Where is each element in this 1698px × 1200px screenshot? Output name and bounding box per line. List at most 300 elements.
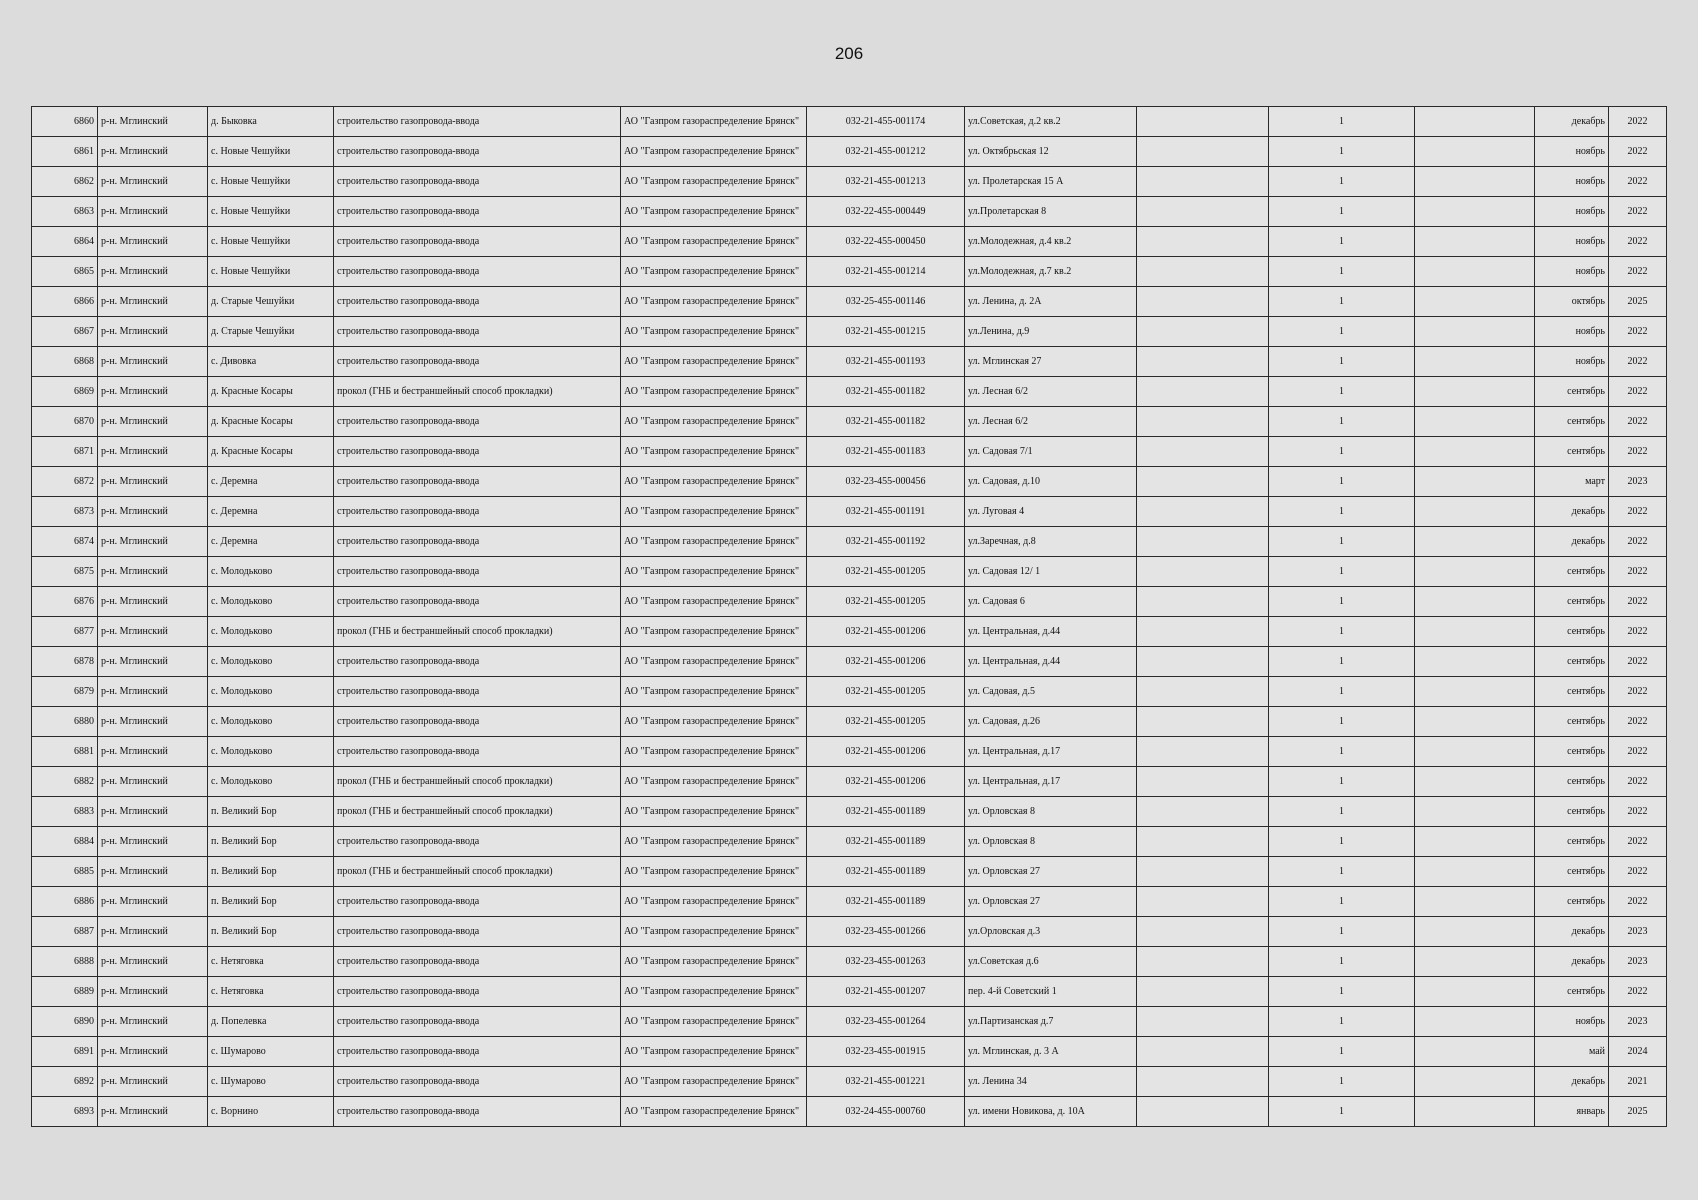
year-cell: 2022 (1609, 857, 1667, 887)
address-cell: ул.Пролетарская 8 (965, 197, 1137, 227)
object-code-cell: 032-22-455-000449 (807, 197, 965, 227)
empty-cell (1415, 617, 1535, 647)
month-cell: сентябрь (1535, 647, 1609, 677)
quantity-cell: 1 (1269, 797, 1415, 827)
table-row (32, 947, 1667, 977)
empty-cell (1415, 557, 1535, 587)
year-cell: 2022 (1609, 407, 1667, 437)
month-cell: сентябрь (1535, 617, 1609, 647)
month-cell: сентябрь (1535, 407, 1609, 437)
organization-cell: АО "Газпром газораспределение Брянск" (621, 947, 807, 977)
month-cell: январь (1535, 1097, 1609, 1127)
month-cell: ноябрь (1535, 137, 1609, 167)
organization-cell: АО "Газпром газораспределение Брянск" (621, 647, 807, 677)
empty-cell (1137, 437, 1269, 467)
table-row (32, 467, 1667, 497)
district-cell: р-н. Мглинский (98, 227, 208, 257)
empty-cell (1137, 677, 1269, 707)
district-cell: р-н. Мглинский (98, 587, 208, 617)
district-cell: р-н. Мглинский (98, 497, 208, 527)
quantity-cell: 1 (1269, 707, 1415, 737)
year-cell: 2023 (1609, 467, 1667, 497)
organization-cell: АО "Газпром газораспределение Брянск" (621, 197, 807, 227)
address-cell: ул.Советская д.6 (965, 947, 1137, 977)
month-cell: ноябрь (1535, 227, 1609, 257)
settlement-cell: с. Новые Чешуйки (208, 137, 334, 167)
object-code-cell: 032-21-455-001212 (807, 137, 965, 167)
empty-cell (1415, 107, 1535, 137)
address-cell: ул. Пролетарская 15 А (965, 167, 1137, 197)
work-type-cell: строительство газопровода-ввода (334, 737, 621, 767)
settlement-cell: п. Великий Бор (208, 917, 334, 947)
row-number-cell: 6877 (32, 617, 98, 647)
empty-cell (1415, 467, 1535, 497)
object-code-cell: 032-21-455-001189 (807, 797, 965, 827)
district-cell: р-н. Мглинский (98, 347, 208, 377)
table-row (32, 257, 1667, 287)
settlement-cell: д. Попелевка (208, 1007, 334, 1037)
address-cell: ул.Советская, д.2 кв.2 (965, 107, 1137, 137)
quantity-cell: 1 (1269, 497, 1415, 527)
district-cell: р-н. Мглинский (98, 407, 208, 437)
empty-cell (1415, 197, 1535, 227)
work-type-cell: строительство газопровода-ввода (334, 227, 621, 257)
organization-cell: АО "Газпром газораспределение Брянск" (621, 437, 807, 467)
empty-cell (1137, 1097, 1269, 1127)
year-cell: 2022 (1609, 707, 1667, 737)
quantity-cell: 1 (1269, 857, 1415, 887)
table-row (32, 317, 1667, 347)
organization-cell: АО "Газпром газораспределение Брянск" (621, 797, 807, 827)
year-cell: 2022 (1609, 527, 1667, 557)
object-code-cell: 032-21-455-001206 (807, 737, 965, 767)
month-cell: сентябрь (1535, 827, 1609, 857)
empty-cell (1137, 257, 1269, 287)
empty-cell (1415, 677, 1535, 707)
row-number-cell: 6871 (32, 437, 98, 467)
table-row (32, 167, 1667, 197)
object-code-cell: 032-21-455-001192 (807, 527, 965, 557)
empty-cell (1137, 707, 1269, 737)
work-type-cell: строительство газопровода-ввода (334, 1097, 621, 1127)
table-row (32, 347, 1667, 377)
empty-cell (1137, 317, 1269, 347)
month-cell: сентябрь (1535, 437, 1609, 467)
quantity-cell: 1 (1269, 317, 1415, 347)
district-cell: р-н. Мглинский (98, 1097, 208, 1127)
table-row (32, 767, 1667, 797)
quantity-cell: 1 (1269, 227, 1415, 257)
object-code-cell: 032-21-455-001214 (807, 257, 965, 287)
empty-cell (1415, 647, 1535, 677)
address-cell: ул. Садовая, д.10 (965, 467, 1137, 497)
work-type-cell: строительство газопровода-ввода (334, 437, 621, 467)
quantity-cell: 1 (1269, 677, 1415, 707)
address-cell: ул. Центральная, д.44 (965, 617, 1137, 647)
address-cell: ул. Садовая, д.26 (965, 707, 1137, 737)
table-row (32, 227, 1667, 257)
row-number-cell: 6863 (32, 197, 98, 227)
year-cell: 2023 (1609, 947, 1667, 977)
table-row (32, 797, 1667, 827)
row-number-cell: 6883 (32, 797, 98, 827)
row-number-cell: 6887 (32, 917, 98, 947)
empty-cell (1137, 1037, 1269, 1067)
empty-cell (1137, 857, 1269, 887)
empty-cell (1415, 497, 1535, 527)
quantity-cell: 1 (1269, 407, 1415, 437)
quantity-cell: 1 (1269, 467, 1415, 497)
table-row (32, 1067, 1667, 1097)
settlement-cell: с. Молодьково (208, 737, 334, 767)
year-cell: 2022 (1609, 617, 1667, 647)
table-row (32, 197, 1667, 227)
empty-cell (1415, 827, 1535, 857)
address-cell: ул. Мглинская, д. 3 А (965, 1037, 1137, 1067)
month-cell: ноябрь (1535, 317, 1609, 347)
month-cell: декабрь (1535, 497, 1609, 527)
district-cell: р-н. Мглинский (98, 887, 208, 917)
object-code-cell: 032-23-455-001266 (807, 917, 965, 947)
organization-cell: АО "Газпром газораспределение Брянск" (621, 737, 807, 767)
page-number: 206 (834, 44, 864, 63)
empty-cell (1415, 1097, 1535, 1127)
settlement-cell: с. Ворнино (208, 1097, 334, 1127)
organization-cell: АО "Газпром газораспределение Брянск" (621, 767, 807, 797)
empty-cell (1137, 107, 1269, 137)
quantity-cell: 1 (1269, 617, 1415, 647)
empty-cell (1415, 797, 1535, 827)
object-code-cell: 032-21-455-001206 (807, 617, 965, 647)
organization-cell: АО "Газпром газораспределение Брянск" (621, 167, 807, 197)
empty-cell (1415, 587, 1535, 617)
empty-cell (1415, 167, 1535, 197)
work-type-cell: строительство газопровода-ввода (334, 677, 621, 707)
empty-cell (1137, 557, 1269, 587)
table-row (32, 107, 1667, 137)
month-cell: сентябрь (1535, 587, 1609, 617)
row-number-cell: 6876 (32, 587, 98, 617)
year-cell: 2022 (1609, 107, 1667, 137)
row-number-cell: 6874 (32, 527, 98, 557)
year-cell: 2022 (1609, 557, 1667, 587)
empty-cell (1415, 527, 1535, 557)
row-number-cell: 6867 (32, 317, 98, 347)
table-row (32, 737, 1667, 767)
month-cell: декабрь (1535, 1067, 1609, 1097)
row-number-cell: 6885 (32, 857, 98, 887)
empty-cell (1415, 437, 1535, 467)
settlement-cell: с. Молодьково (208, 647, 334, 677)
quantity-cell: 1 (1269, 647, 1415, 677)
empty-cell (1137, 497, 1269, 527)
year-cell: 2022 (1609, 347, 1667, 377)
object-code-cell: 032-21-455-001206 (807, 767, 965, 797)
object-code-cell: 032-21-455-001205 (807, 587, 965, 617)
address-cell: ул.Заречная, д.8 (965, 527, 1137, 557)
object-code-cell: 032-21-455-001215 (807, 317, 965, 347)
table-row (32, 377, 1667, 407)
empty-cell (1415, 737, 1535, 767)
settlement-cell: с. Молодьково (208, 557, 334, 587)
quantity-cell: 1 (1269, 527, 1415, 557)
empty-cell (1137, 197, 1269, 227)
row-number-cell: 6862 (32, 167, 98, 197)
organization-cell: АО "Газпром газораспределение Брянск" (621, 347, 807, 377)
object-code-cell: 032-21-455-001174 (807, 107, 965, 137)
row-number-cell: 6865 (32, 257, 98, 287)
settlement-cell: с. Нетяговка (208, 947, 334, 977)
year-cell: 2022 (1609, 797, 1667, 827)
empty-cell (1137, 977, 1269, 1007)
row-number-cell: 6870 (32, 407, 98, 437)
quantity-cell: 1 (1269, 587, 1415, 617)
year-cell: 2023 (1609, 917, 1667, 947)
quantity-cell: 1 (1269, 347, 1415, 377)
empty-cell (1415, 887, 1535, 917)
address-cell: ул. Луговая 4 (965, 497, 1137, 527)
organization-cell: АО "Газпром газораспределение Брянск" (621, 677, 807, 707)
month-cell: ноябрь (1535, 347, 1609, 377)
address-cell: ул. Садовая 12/ 1 (965, 557, 1137, 587)
district-cell: р-н. Мглинский (98, 647, 208, 677)
work-type-cell: строительство газопровода-ввода (334, 137, 621, 167)
row-number-cell: 6864 (32, 227, 98, 257)
year-cell: 2022 (1609, 197, 1667, 227)
organization-cell: АО "Газпром газораспределение Брянск" (621, 1007, 807, 1037)
month-cell: сентябрь (1535, 887, 1609, 917)
empty-cell (1137, 1067, 1269, 1097)
address-cell: ул. Орловская 27 (965, 857, 1137, 887)
address-cell: ул.Молодежная, д.4 кв.2 (965, 227, 1137, 257)
settlement-cell: с. Молодьково (208, 587, 334, 617)
settlement-cell: п. Великий Бор (208, 857, 334, 887)
work-type-cell: прокол (ГНБ и бестраншейный способ прокладки) (334, 617, 621, 647)
object-code-cell: 032-21-455-001205 (807, 707, 965, 737)
year-cell: 2022 (1609, 377, 1667, 407)
row-number-cell: 6890 (32, 1007, 98, 1037)
works-table (31, 106, 1667, 1127)
table-row (32, 437, 1667, 467)
table-row (32, 137, 1667, 167)
address-cell: ул. Центральная, д.44 (965, 647, 1137, 677)
quantity-cell: 1 (1269, 887, 1415, 917)
settlement-cell: с. Молодьково (208, 767, 334, 797)
empty-cell (1137, 287, 1269, 317)
object-code-cell: 032-24-455-000760 (807, 1097, 965, 1127)
object-code-cell: 032-22-455-000450 (807, 227, 965, 257)
settlement-cell: д. Старые Чешуйки (208, 317, 334, 347)
table-row (32, 857, 1667, 887)
table-row (32, 827, 1667, 857)
work-type-cell: строительство газопровода-ввода (334, 887, 621, 917)
organization-cell: АО "Газпром газораспределение Брянск" (621, 407, 807, 437)
row-number-cell: 6892 (32, 1067, 98, 1097)
year-cell: 2022 (1609, 437, 1667, 467)
quantity-cell: 1 (1269, 167, 1415, 197)
row-number-cell: 6880 (32, 707, 98, 737)
empty-cell (1137, 467, 1269, 497)
organization-cell: АО "Газпром газораспределение Брянск" (621, 977, 807, 1007)
district-cell: р-н. Мглинский (98, 317, 208, 347)
work-type-cell: строительство газопровода-ввода (334, 917, 621, 947)
month-cell: сентябрь (1535, 767, 1609, 797)
organization-cell: АО "Газпром газораспределение Брянск" (621, 137, 807, 167)
organization-cell: АО "Газпром газораспределение Брянск" (621, 527, 807, 557)
month-cell: сентябрь (1535, 797, 1609, 827)
work-type-cell: прокол (ГНБ и бестраншейный способ прокладки) (334, 857, 621, 887)
address-cell: ул. Лесная 6/2 (965, 407, 1137, 437)
district-cell: р-н. Мглинский (98, 257, 208, 287)
table-row (32, 977, 1667, 1007)
empty-cell (1137, 587, 1269, 617)
empty-cell (1137, 767, 1269, 797)
empty-cell (1415, 227, 1535, 257)
organization-cell: АО "Газпром газораспределение Брянск" (621, 707, 807, 737)
organization-cell: АО "Газпром газораспределение Брянск" (621, 917, 807, 947)
table-row (32, 1097, 1667, 1127)
organization-cell: АО "Газпром газораспределение Брянск" (621, 317, 807, 347)
district-cell: р-н. Мглинский (98, 197, 208, 227)
table-row (32, 587, 1667, 617)
empty-cell (1415, 137, 1535, 167)
organization-cell: АО "Газпром газораспределение Брянск" (621, 617, 807, 647)
table-row (32, 887, 1667, 917)
month-cell: декабрь (1535, 527, 1609, 557)
empty-cell (1137, 167, 1269, 197)
empty-cell (1137, 797, 1269, 827)
district-cell: р-н. Мглинский (98, 767, 208, 797)
month-cell: октябрь (1535, 287, 1609, 317)
work-type-cell: строительство газопровода-ввода (334, 1037, 621, 1067)
work-type-cell: прокол (ГНБ и бестраншейный способ прокладки) (334, 377, 621, 407)
object-code-cell: 032-21-455-001183 (807, 437, 965, 467)
district-cell: р-н. Мглинский (98, 677, 208, 707)
address-cell: ул. Орловская 8 (965, 797, 1137, 827)
object-code-cell: 032-21-455-001191 (807, 497, 965, 527)
quantity-cell: 1 (1269, 437, 1415, 467)
table-row (32, 677, 1667, 707)
work-type-cell: строительство газопровода-ввода (334, 647, 621, 677)
settlement-cell: п. Великий Бор (208, 797, 334, 827)
quantity-cell: 1 (1269, 137, 1415, 167)
district-cell: р-н. Мглинский (98, 557, 208, 587)
address-cell: пер. 4-й Советский 1 (965, 977, 1137, 1007)
work-type-cell: строительство газопровода-ввода (334, 977, 621, 1007)
table-row (32, 1037, 1667, 1067)
organization-cell: АО "Газпром газораспределение Брянск" (621, 887, 807, 917)
work-type-cell: строительство газопровода-ввода (334, 707, 621, 737)
organization-cell: АО "Газпром газораспределение Брянск" (621, 377, 807, 407)
month-cell: сентябрь (1535, 977, 1609, 1007)
table-row (32, 617, 1667, 647)
work-type-cell: строительство газопровода-ввода (334, 497, 621, 527)
settlement-cell: с. Дивовка (208, 347, 334, 377)
organization-cell: АО "Газпром газораспределение Брянск" (621, 857, 807, 887)
row-number-cell: 6860 (32, 107, 98, 137)
address-cell: ул. имени Новикова, д. 10А (965, 1097, 1137, 1127)
month-cell: ноябрь (1535, 197, 1609, 227)
quantity-cell: 1 (1269, 947, 1415, 977)
month-cell: сентябрь (1535, 677, 1609, 707)
empty-cell (1415, 857, 1535, 887)
row-number-cell: 6888 (32, 947, 98, 977)
address-cell: ул. Ленина 34 (965, 1067, 1137, 1097)
settlement-cell: с. Деремна (208, 467, 334, 497)
month-cell: сентябрь (1535, 737, 1609, 767)
district-cell: р-н. Мглинский (98, 617, 208, 647)
month-cell: сентябрь (1535, 557, 1609, 587)
empty-cell (1137, 137, 1269, 167)
empty-cell (1137, 917, 1269, 947)
row-number-cell: 6891 (32, 1037, 98, 1067)
settlement-cell: с. Шумарово (208, 1037, 334, 1067)
organization-cell: АО "Газпром газораспределение Брянск" (621, 497, 807, 527)
row-number-cell: 6873 (32, 497, 98, 527)
settlement-cell: с. Нетяговка (208, 977, 334, 1007)
row-number-cell: 6879 (32, 677, 98, 707)
quantity-cell: 1 (1269, 557, 1415, 587)
district-cell: р-н. Мглинский (98, 947, 208, 977)
year-cell: 2022 (1609, 497, 1667, 527)
settlement-cell: с. Новые Чешуйки (208, 167, 334, 197)
row-number-cell: 6869 (32, 377, 98, 407)
quantity-cell: 1 (1269, 1067, 1415, 1097)
empty-cell (1415, 317, 1535, 347)
settlement-cell: с. Деремна (208, 527, 334, 557)
empty-cell (1415, 917, 1535, 947)
address-cell: ул. Мглинская 27 (965, 347, 1137, 377)
district-cell: р-н. Мглинский (98, 797, 208, 827)
work-type-cell: строительство газопровода-ввода (334, 167, 621, 197)
district-cell: р-н. Мглинский (98, 167, 208, 197)
work-type-cell: строительство газопровода-ввода (334, 827, 621, 857)
district-cell: р-н. Мглинский (98, 467, 208, 497)
empty-cell (1137, 1007, 1269, 1037)
month-cell: ноябрь (1535, 257, 1609, 287)
empty-cell (1415, 287, 1535, 317)
district-cell: р-н. Мглинский (98, 527, 208, 557)
address-cell: ул. Орловская 27 (965, 887, 1137, 917)
table-row (32, 647, 1667, 677)
empty-cell (1137, 407, 1269, 437)
row-number-cell: 6886 (32, 887, 98, 917)
address-cell: ул.Молодежная, д.7 кв.2 (965, 257, 1137, 287)
district-cell: р-н. Мглинский (98, 1037, 208, 1067)
row-number-cell: 6872 (32, 467, 98, 497)
address-cell: ул. Ленина, д. 2А (965, 287, 1137, 317)
row-number-cell: 6881 (32, 737, 98, 767)
quantity-cell: 1 (1269, 827, 1415, 857)
settlement-cell: п. Великий Бор (208, 887, 334, 917)
row-number-cell: 6882 (32, 767, 98, 797)
object-code-cell: 032-21-455-001205 (807, 557, 965, 587)
district-cell: р-н. Мглинский (98, 1007, 208, 1037)
organization-cell: АО "Газпром газораспределение Брянск" (621, 107, 807, 137)
year-cell: 2025 (1609, 1097, 1667, 1127)
address-cell: ул. Садовая 7/1 (965, 437, 1137, 467)
quantity-cell: 1 (1269, 377, 1415, 407)
organization-cell: АО "Газпром газораспределение Брянск" (621, 257, 807, 287)
address-cell: ул.Ленина, д.9 (965, 317, 1137, 347)
empty-cell (1137, 647, 1269, 677)
settlement-cell: с. Новые Чешуйки (208, 197, 334, 227)
organization-cell: АО "Газпром газораспределение Брянск" (621, 1037, 807, 1067)
address-cell: ул. Октябрьская 12 (965, 137, 1137, 167)
work-type-cell: строительство газопровода-ввода (334, 587, 621, 617)
organization-cell: АО "Газпром газораспределение Брянск" (621, 227, 807, 257)
settlement-cell: с. Молодьково (208, 707, 334, 737)
